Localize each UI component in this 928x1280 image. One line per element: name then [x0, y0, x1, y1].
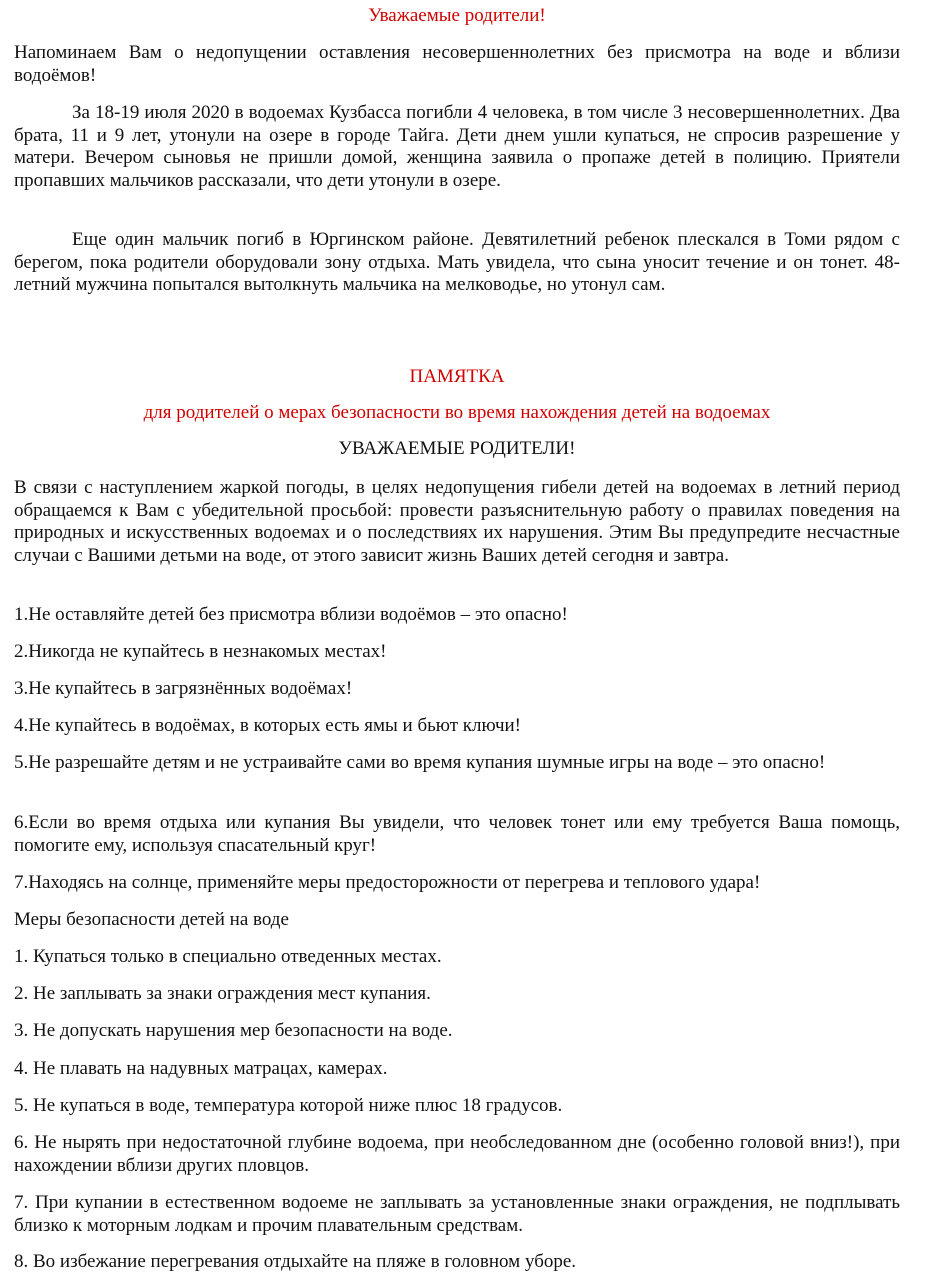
memo-rule-5: 5.Не разрешайте детям и не устраивайте сами во время купания шумные игры на воде – это опасно!: [14, 752, 826, 773]
safety-item-5: 5. Не купаться в воде, температура которой ниже плюс 18 градусов.: [14, 1095, 563, 1116]
memo-greeting: УВАЖАЕМЫЕ РОДИТЕЛИ!: [338, 438, 576, 459]
safety-item-7: 7. При купании в естественном водоеме не заплывать за установленные знаки ограждения, не подплывать близко к моторным лодкам и прочим плавательным средствам.: [14, 1192, 900, 1236]
safety-item-1: 1. Купаться только в специально отведенных местах.: [14, 946, 442, 967]
safety-item-3: 3. Не допускать нарушения мер безопасности на воде.: [14, 1020, 453, 1041]
safety-heading: Меры безопасности детей на воде: [14, 909, 289, 930]
memo-rule-7: 7.Находясь на солнце, применяйте меры предосторожности от перегрева и теплового удара!: [14, 872, 761, 893]
memo-rule-3: 3.Не купайтесь в загрязнённых водоёмах!: [14, 678, 353, 699]
header-title: Уважаемые родители!: [368, 5, 546, 26]
memo-rule-6: 6.Если во время отдыха или купания Вы увидели, что человек тонет или ему требуется Ваша помощь, помогите ему, используя спасательный круг!: [14, 812, 900, 856]
memo-rule-2: 2.Никогда не купайтесь в незнакомых местах!: [14, 641, 387, 662]
memo-intro: В связи с наступлением жаркой погоды, в целях недопущения гибели детей на водоемах в летний период обращаемся к Вам с убедительной просьбой: провести разъяснительную работу о правилах поведения на природных и искусственных водоемах и о последствиях их нарушения. Этим Вы предупредите несчастные случаи с Вашими детьми на воде, от этого зависит жизнь Ваших детей сегодня и завтра.: [14, 477, 900, 566]
safety-item-8: 8. Во избежание перегревания отдыхайте на пляже в головном уборе.: [14, 1251, 577, 1272]
memo-subtitle: для родителей о мерах безопасности во время нахождения детей на водоемах: [143, 402, 771, 423]
intro-paragraph-3: Еще один мальчик погиб в Юргинском районе. Девятилетний ребенок плескался в Томи рядом с берегом, пока родители оборудовали зону отдыха. Мать увидела, что сына уносит течение и он тонет. 48-летний мужчина попытался вытолкнуть мальчика на мелководье, но утонул сам.: [14, 229, 900, 295]
safety-item-4: 4. Не плавать на надувных матрацах, камерах.: [14, 1058, 388, 1079]
memo-title: ПАМЯТКА: [409, 366, 505, 387]
safety-item-6: 6. Не нырять при недостаточной глубине водоема, при необследованном дне (особенно головой вниз!), при нахождении вблизи других пловцов.: [14, 1132, 900, 1176]
intro-paragraph-2: За 18-19 июля 2020 в водоемах Кузбасса погибли 4 человека, в том числе 3 несовершеннолетних. Два брата, 11 и 9 лет, утонули на озере в городе Тайга. Дети днем ушли купаться, не спросив разрешение у матери. Вечером сыновья не пришли домой, женщина заявила о пропаже детей в полицию. Приятели пропавших мальчиков рассказали, что дети утонули в озере.: [14, 102, 900, 191]
intro-paragraph-1: Напоминаем Вам о недопущении оставления несовершеннолетних без присмотра на воде и вблизи водоёмов!: [14, 42, 900, 86]
safety-item-2: 2. Не заплывать за знаки ограждения мест купания.: [14, 983, 431, 1004]
memo-rule-4: 4.Не купайтесь в водоёмах, в которых есть ямы и бьют ключи!: [14, 715, 522, 736]
memo-rule-1: 1.Не оставляйте детей без присмотра вблизи водоёмов – это опасно!: [14, 604, 568, 625]
